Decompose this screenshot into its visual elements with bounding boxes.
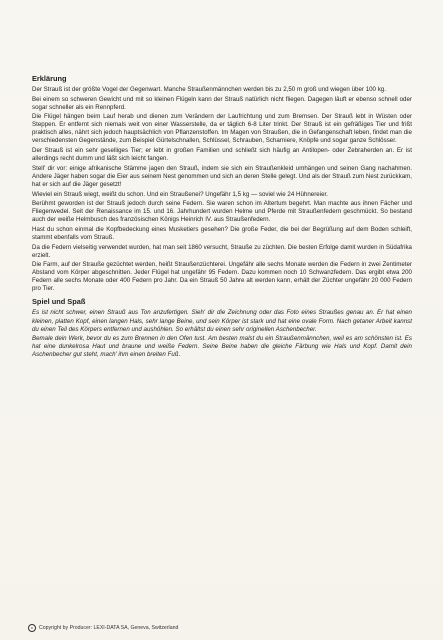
paragraph: Es ist nicht schwer, einen Strauß aus Ton anzufertigen. Sieh' dir die Zeichnung oder das Foto eines Straußes genau an. Er hat einen kleinen, platten Kopf, einen langen Hals, sehr lange Beine, und sein Körper ist stark und hat eine ovale Form. Nach getaner Arbeit kannst du einen Teil des Körpers entfernen und aushöhlen. So erhältst du einen sehr originellen Aschenbecher. <box>32 309 412 333</box>
paragraph: Bei einem so schweren Gewicht und mit so kleinen Flügeln kann der Strauß natürlich nicht fliegen. Dagegen läuft er ebenso schnell oder sogar schneller als ein Rennpferd. <box>32 95 412 111</box>
section-spiel-und-spass <box>32 297 412 359</box>
copyright-icon: c <box>28 624 36 632</box>
paragraph: Der Strauß ist ein sehr geselliges Tier; er lebt in großen Familien und schließt sich häufig an Antilopen- oder Zebraherden an. Er ist allerdings recht dumm und läßt sich leicht fangen. <box>32 147 412 163</box>
paragraph: Berühmt geworden ist der Strauß jedoch durch seine Federn. Sie waren schon im Altertum begehrt. Man machte aus ihnen Fächer und Fliegenwedel. Seit der Renaissance im 15. und 16. Jahrhundert wurden Helme und Pferde mit Straußenfedern geschmückt. So bestand auch der weiße Helmbusch des französischen Königs Heinrich IV. aus Straußenfedern. <box>32 200 412 224</box>
paragraph: Stell' dir vor: einige afrikanische Stämme jagen den Strauß, indem sie sich ein Straußenkleid umhängen und seinen Gang nachahmen. Andere Jäger haben sogar die Eier aus seinem Nest genommen und sich an deren Stelle gelegt. Und als der Strauß zum Nest zurückkam, hat er sich auf die Jäger gesetzt! <box>32 164 412 188</box>
paragraph: Die Flügel hängen beim Lauf herab und dienen zum Verändern der Laufrichtung und zum Bremsen. Der Strauß lebt in Wüsten oder Steppen. Er entfernt sich niemals weit von einer Wasserstelle, da er täglich 6-8 Liter trinkt. Der Strauß ist ein gefräßiges Tier und frißt praktisch alles, nährt sich jedoch hauptsächlich von Pflanzenstoffen. Im Magen von Straußen, die in Gefangenschaft leben, findet man die verschiedensten Gegenstände, zum Beispiel Gürtelschnallen, Schlüssel, Schrauben, Scharniere, Knöpfe und sogar ganze Schlösser. <box>32 113 412 145</box>
paragraph: Da die Federn vielseitig verwendet wurden, hat man seit 1860 versucht, Strauße zu züchten. Die besten Erfolge damit wurden in Südafrika erzielt. <box>32 243 412 259</box>
section-heading: Erklärung <box>32 74 67 83</box>
copyright-text: Copyright by Producer: LEXI-DATA SA, Geneva, Switzerland <box>39 624 179 631</box>
paragraph: Hast du schon einmal die Kopfbedeckung eines Musketiers gesehen? Die große Feder, die bei der Begrüßung auf dem Boden schleift, stammt ebenfalls vom Strauß. <box>32 225 412 241</box>
section-erklaerung <box>32 74 412 293</box>
paragraph: Wieviel ein Strauß wiegt, weißt du schon. Und ein Straußenei? Ungefähr 1,5 kg — soviel wie 24 Hühnereier. <box>32 190 328 198</box>
footer <box>28 624 178 632</box>
section-heading: Spiel und Spaß <box>32 297 86 307</box>
paragraph: Bemale dein Werk, bevor du es zum Brennen in den Ofen tust. Am besten malst du ein Straußenmännchen, weil es am schönsten ist. Es hat eine dunkelrosa Haut und braune und weiße Federn. Seine Beine haben die gleiche Färbung wie Hals und Kopf. Damit dein Aschenbecher gut steht, mach' ihm einen breiten Fuß. <box>32 335 412 359</box>
paragraph: Die Farm, auf der Strauße gezüchtet werden, heißt Straußenzüchterei. Ungefähr alle sechs Monate werden die Federn in zwei Zentimeter Abstand vom Körper abgeschnitten. Jeder Flügel hat ungefähr 95 Federn. Dazu kommen noch 10 Schwanzfedern. Das ergibt etwa 200 Federn alle sechs Monate oder 400 Federn pro Jahr. Da ein Strauß 50 Jahre alt werden kann, erhält der Züchter ungefähr 20 000 Federn pro Tier. <box>32 261 412 293</box>
paragraph: Der Strauß ist der größte Vogel der Gegenwart. Manche Straußenmännchen werden bis zu 2,50 m groß und wiegen über 100 kg. <box>32 86 386 93</box>
document-content <box>32 74 412 361</box>
